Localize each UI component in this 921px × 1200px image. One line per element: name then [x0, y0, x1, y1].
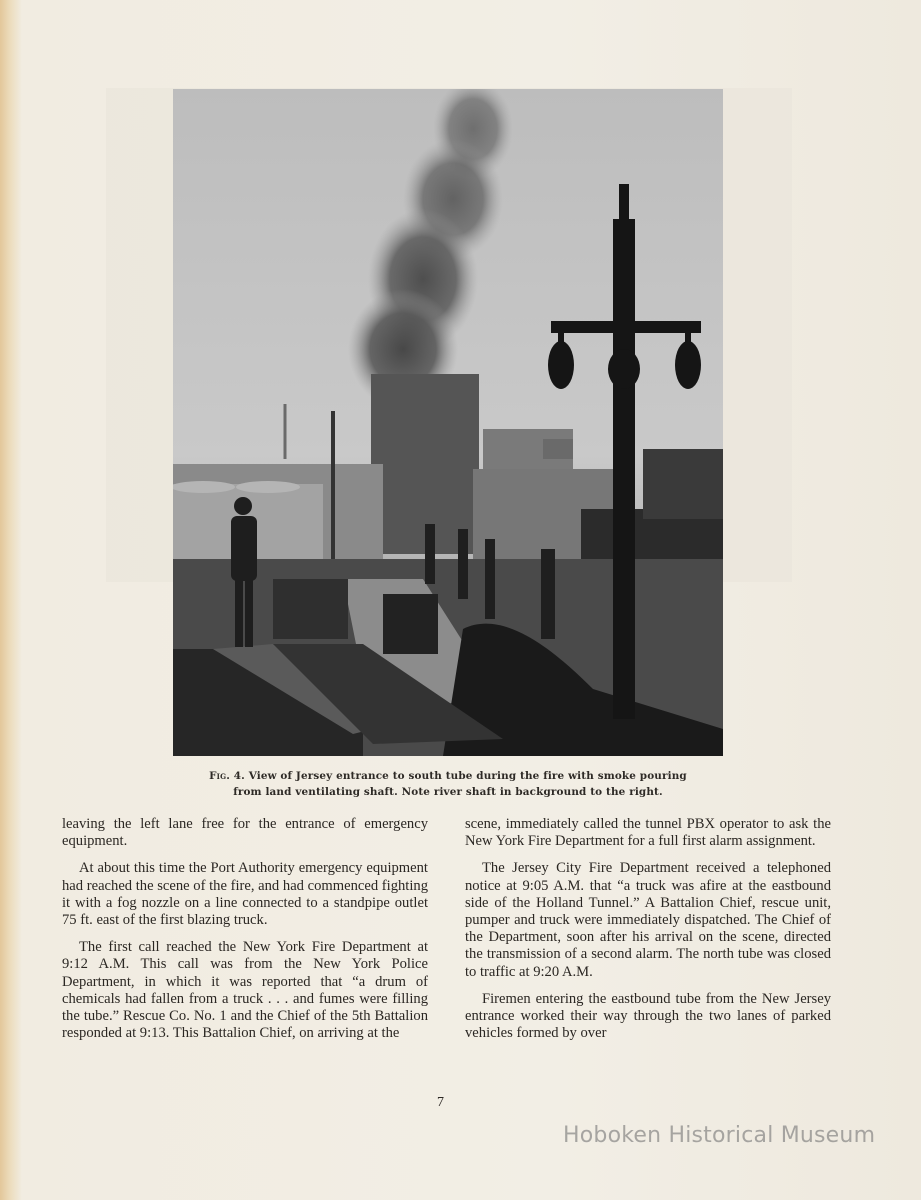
figure-label: Fig. 4.: [209, 770, 245, 782]
caption-line-2: from land ventilating shaft. Note river shaft in background to the right.: [233, 786, 663, 798]
paragraph: leaving the left lane free for the entrance of emergency equipment.: [62, 816, 428, 850]
caption-line-1: Fig. 4. View of Jersey entrance to south tube during the fire with smoke pouring: [209, 770, 687, 782]
paragraph: Firemen entering the eastbound tube from the New Jersey entrance worked their way through the two lanes of parked vehicles formed by over: [465, 990, 831, 1042]
page-number: 7: [437, 1095, 444, 1110]
figure-caption: [150, 768, 746, 800]
paragraph: At about this time the Port Authority emergency equipment had reached the scene of the fire, and had commenced fighting it with a fog nozzle on a line connected to a standpipe outlet 75 ft. east of the first blazing truck.: [62, 860, 428, 929]
text-column-left: [62, 816, 428, 1052]
paragraph: The Jersey City Fire Department received a telephoned notice at 9:05 A.M. that “a truck was afire at the eastbound side of the Holland Tunnel.” A Battalion Chief, rescue unit, pumper and truck were immediately dispatched. The Chief of the Department, soon after his arrival on the scene, directed the transmission of a second alarm. The north tube was closed to traffic at 9:20 A.M.: [465, 860, 831, 980]
text-column-right: [465, 816, 831, 1052]
figure-photo-drawing: [173, 89, 723, 756]
paragraph: scene, immediately called the tunnel PBX operator to ask the New York Fire Department for a full first alarm assignment.: [465, 816, 831, 850]
paragraph: The first call reached the New York Fire Department at 9:12 A.M. This call was from the New York Police Department, in which it was reported that “a drum of chemicals had fallen from a truck . . . and fumes were filling the tube.” Rescue Co. No. 1 and the Chief of the 5th Battalion responded at 9:13. This Battalion Chief, on arriving at the: [62, 939, 428, 1042]
figure-photo: [173, 89, 723, 756]
watermark: Hoboken Historical Museum: [563, 1123, 876, 1148]
